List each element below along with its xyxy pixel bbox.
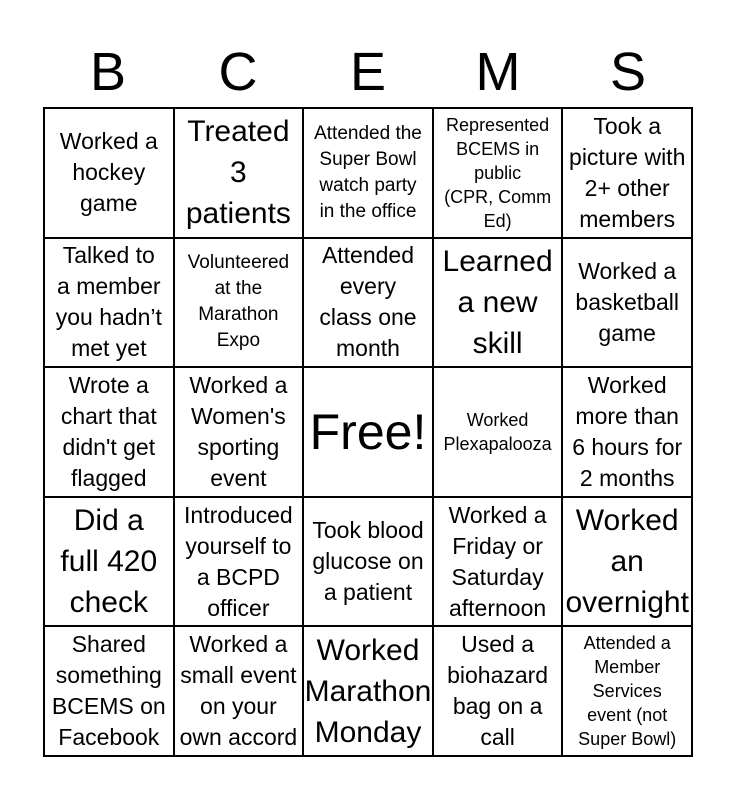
- bingo-cell[interactable]: Worked Marathon Monday: [303, 626, 433, 756]
- bingo-cell[interactable]: Did a full 420 check: [44, 497, 174, 627]
- header-letter-b: B: [89, 42, 127, 102]
- bingo-cell[interactable]: Worked a Friday or Saturday afternoon: [433, 497, 563, 627]
- bingo-cell[interactable]: Attended every class one month: [303, 238, 433, 368]
- bingo-cell[interactable]: Represented BCEMS in public (CPR, Comm Ed): [433, 108, 563, 238]
- bingo-cell[interactable]: Worked more than 6 hours for 2 months: [562, 367, 692, 497]
- free-space-cell[interactable]: Free!: [303, 367, 433, 497]
- bingo-cell[interactable]: Wrote a chart that didn't get flagged: [44, 367, 174, 497]
- bingo-cell[interactable]: Took a picture with 2+ other members: [562, 108, 692, 238]
- header-letter-m: M: [475, 42, 521, 102]
- bingo-cell[interactable]: Worked Plexapalooza: [433, 367, 563, 497]
- bingo-cell[interactable]: Took blood glucose on a patient: [303, 497, 433, 627]
- bingo-cell[interactable]: Worked a hockey game: [44, 108, 174, 238]
- bingo-grid: [43, 107, 693, 757]
- bingo-cell[interactable]: Worked a basketball game: [562, 238, 692, 368]
- bingo-cell[interactable]: Volunteered at the Marathon Expo: [174, 238, 304, 368]
- bingo-cell[interactable]: Introduced yourself to a BCPD officer: [174, 497, 304, 627]
- header-letter-c: C: [218, 42, 258, 102]
- bingo-cell[interactable]: Used a biohazard bag on a call: [433, 626, 563, 756]
- bingo-cell[interactable]: Treated 3 patients: [174, 108, 304, 238]
- bingo-cell[interactable]: Worked a small event on your own accord: [174, 626, 304, 756]
- bingo-header: [43, 40, 693, 104]
- header-letter-s: S: [609, 42, 647, 102]
- bingo-cell[interactable]: Shared something BCEMS on Facebook: [44, 626, 174, 756]
- bingo-cell[interactable]: Attended a Member Services event (not Super Bowl): [562, 626, 692, 756]
- header-letter-e: E: [349, 42, 387, 102]
- bingo-cell[interactable]: Attended the Super Bowl watch party in the office: [303, 108, 433, 238]
- bingo-cell[interactable]: Learned a new skill: [433, 238, 563, 368]
- bingo-cell[interactable]: Worked a Women's sporting event: [174, 367, 304, 497]
- bingo-cell[interactable]: Talked to a member you hadn’t met yet: [44, 238, 174, 368]
- bingo-cell[interactable]: Worked an overnight: [562, 497, 692, 627]
